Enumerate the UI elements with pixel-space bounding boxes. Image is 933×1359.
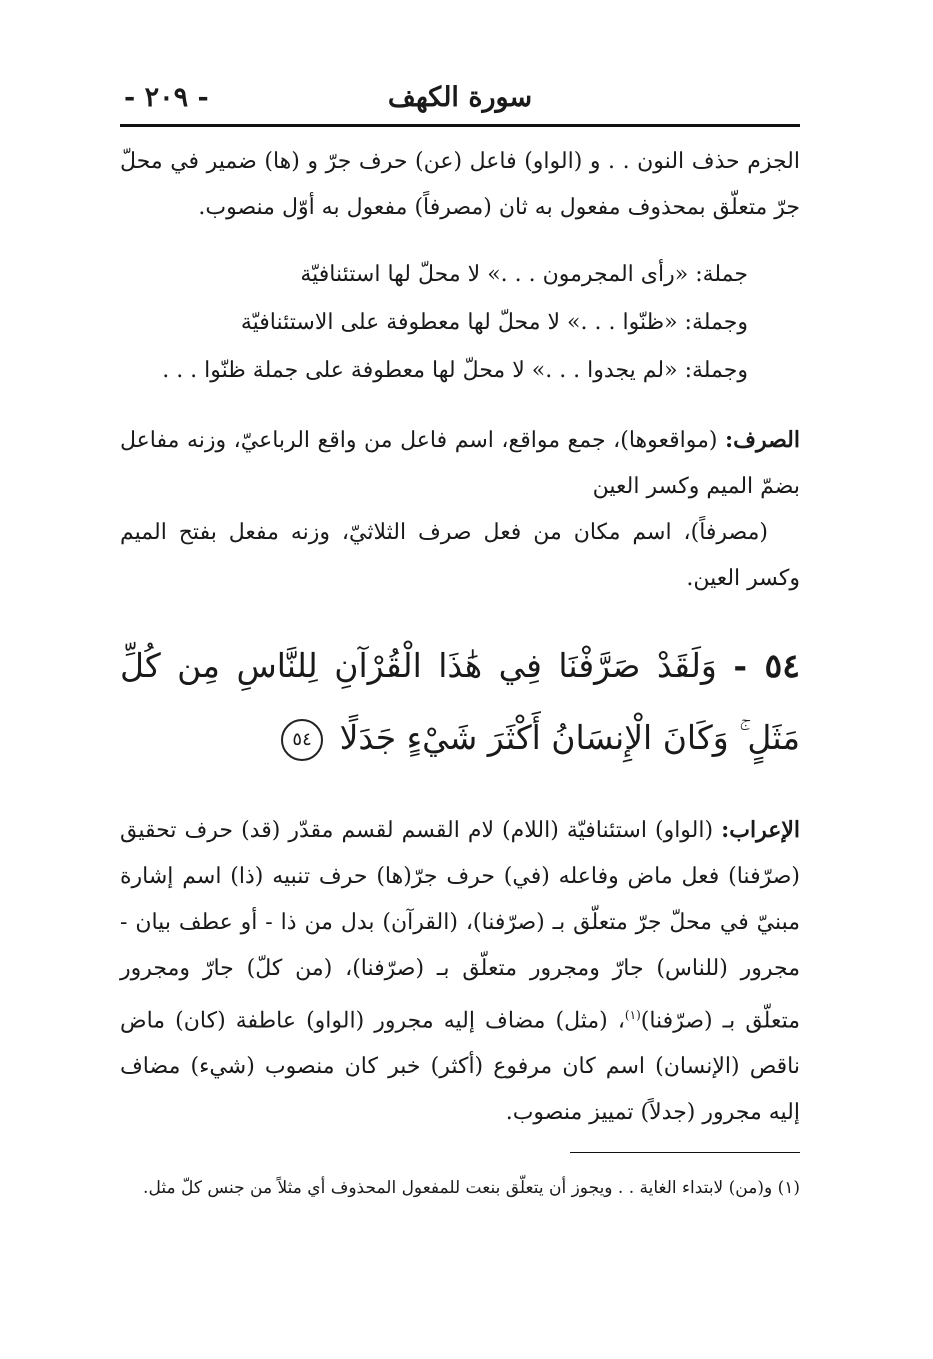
irab-text: (الواو) استئنافيّة (اللام) لام القسم لقسم مقدّر (قد) حرف تحقيق (صرّفنا) فعل ماض وفاعله (في) حرف جرّ(ها) حرف تنبيه (ذا) اسم إشارة مبنيّ في محلّ جرّ متعلّق بـ (صرّفنا)، (القرآن) بدل من ذا - أو عطف بيان - مجرور (للناس) جارّ ومجرور متعلّق بـ (صرّفنا)، (من كلّ) جارّ ومجرور متعلّق بـ (صرّفنا) [120,818,800,1034]
jumla-item: جملة: «رأى المجرمون . . .» لا محلّ لها استئنافيّة [300,262,748,287]
verse-number: ٥٤ - [733,646,800,685]
verse-text: وَلَقَدْ صَرَّفْنَا فِي هَٰذَا الْقُرْآنِ لِلنَّاسِ مِن كُلِّ مَثَلٍ ۚ وَكَانَ الْإِنسَانُ أَكْثَرَ شَيْءٍ جَدَلًا [120,646,800,757]
jumla-item: وجملة: «ظنّوا . . .» لا محلّ لها معطوفة على الاستئنافيّة [240,310,748,335]
footnote-rule [570,1152,800,1153]
sarf-paragraph-2: (مصرفاً)، اسم مكان من فعل صرف الثلاثيّ، وزنه مفعل بفتح الميم وكسر العين. [120,520,800,591]
irab-label: الإعراب: [721,817,800,843]
jumla-item: وجملة: «لم يجدوا . . .» لا محلّ لها معطوفة على جملة ظنّوا . . . [162,358,748,383]
jumla-list [120,251,800,395]
footnote: (١) و(من) لابتداء الغاية . . ويجوز أن يتعلّق بنعت للمفعول المحذوف أي مثلاً من جنس كلّ مثل. [143,1178,800,1199]
footnote-ref: (١) [624,1008,641,1022]
irab-text-cont: ، (مثل) مضاف إليه مجرور (الواو) عاطفة (كان) ماض ناقص (الإنسان) اسم كان مرفوع (أكثر) خبر كان منصوب (شيء) مضاف إليه مجرور (جدلاً) تمييز منصوب. [120,1008,800,1126]
quran-verse [120,630,800,774]
page-header [120,80,800,124]
surah-title: سورة الكهف [387,82,533,113]
book-page [120,80,800,1223]
paragraph-continuation: الجزم حذف النون . . و (الواو) فاعل (عن) حرف جرّ و (ها) ضمير في محلّ جرّ متعلّق بمحذوف مفعول به ثان (مصرفاً) مفعول به أوّل منصوب. [120,149,800,220]
irab-paragraph [120,807,800,1136]
sarf-label: الصرف: [725,427,800,453]
ayah-end-icon: ٥٤ [281,719,323,761]
sarf-text: (مواقعوها)، جمع مواقع، اسم فاعل من واقع الرباعيّ، وزنه مفاعل بضمّ الميم وكسر العين [120,428,800,499]
sarf-paragraph [120,417,800,510]
page-number: - ٢٠٩ - [124,82,209,113]
header-rule [120,124,800,127]
